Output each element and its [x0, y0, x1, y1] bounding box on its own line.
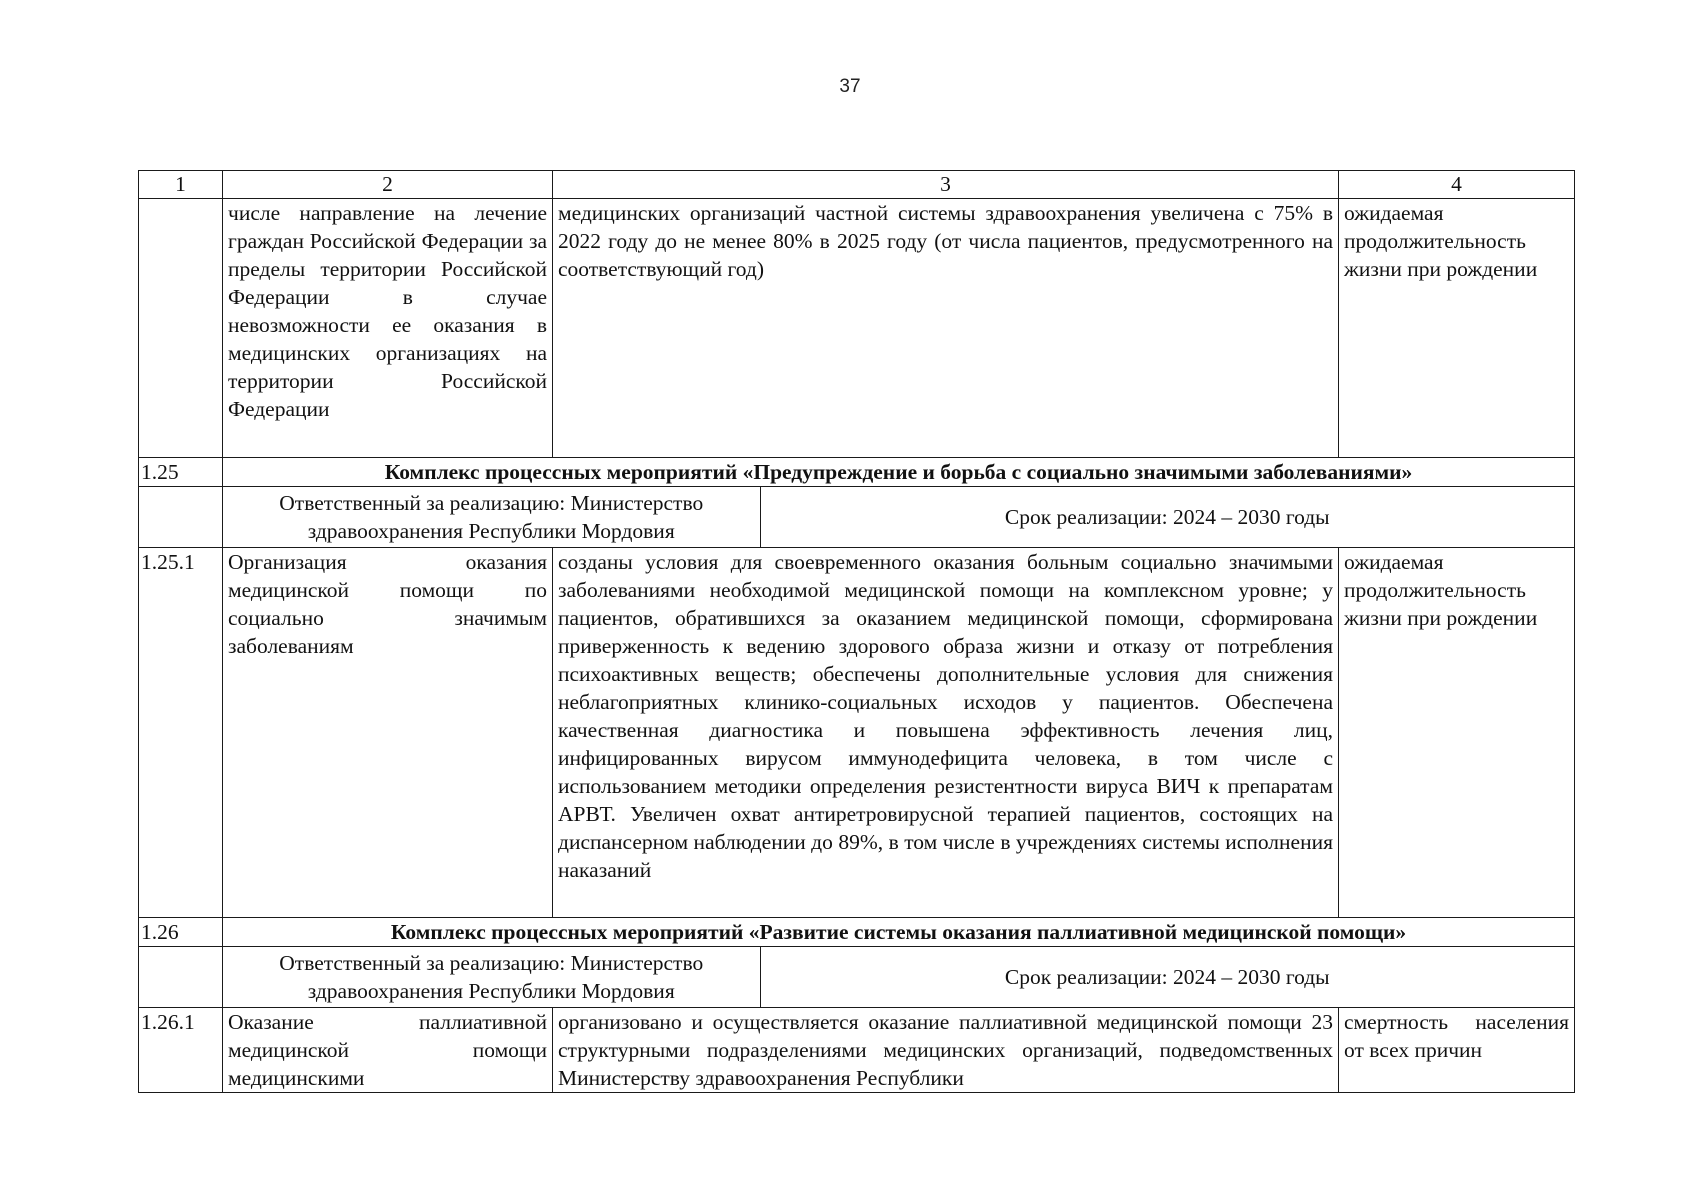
section-meta	[223, 947, 1574, 1007]
page-number: 37	[839, 76, 861, 97]
header-col-3: 3	[553, 171, 1339, 199]
measure-name: Организация оказания медицинской помощи по социально значимым заболеваниям	[223, 548, 553, 918]
header-col-2: 2	[223, 171, 553, 199]
measure-indicator: смертность населения от всех причин	[1339, 1008, 1575, 1093]
section-meta-row-1-25	[139, 487, 1575, 548]
measures-table	[138, 170, 1575, 1093]
header-col-1: 1	[139, 171, 223, 199]
table-row-continued	[139, 199, 1575, 458]
section-meta-row-1-26	[139, 947, 1575, 1008]
measure-result: медицинских организаций частной системы здравоохранения увеличена с 75% в 2022 году до не менее 80% в 2025 году (от числа пациентов, предусмотренного на соответствующий год)	[553, 199, 1339, 458]
row-number-empty	[139, 199, 223, 458]
section-title: Комплекс процессных мероприятий «Развитие системы оказания паллиативной медицинской помощи»	[223, 918, 1575, 947]
header-col-4: 4	[1339, 171, 1575, 199]
table-row-1-26-1	[139, 1008, 1575, 1093]
term-text: Срок реализации: 2024 – 2030 годы	[1004, 965, 1330, 989]
section-number: 1.25	[139, 458, 223, 487]
row-number: 1.25.1	[139, 548, 223, 918]
measure-name: Оказание паллиативной медицинской помощи медицинскими	[223, 1008, 553, 1093]
section-number: 1.26	[139, 918, 223, 947]
responsible-text: Ответственный за реализацию: Министерство здравоохранения Республики Мордовия	[223, 487, 760, 547]
section-meta	[223, 487, 1574, 547]
measure-indicator: ожидаемая продолжительность жизни при рождении	[1339, 548, 1575, 918]
row-number: 1.26.1	[139, 1008, 223, 1093]
table-header-row	[139, 171, 1575, 199]
measure-name: числе направление на лечение граждан Российской Федерации за пределы территории Российской Федерации в случае невозможности ее оказания в медицинских организациях на территории Российской Федерации	[223, 199, 553, 458]
row-number-empty	[139, 487, 223, 548]
measure-result: созданы условия для своевременного оказания больным социально значимыми заболеваниями необходимой медицинской помощи на комплексном уровне; у пациентов, обратившихся за оказанием медицинской помощи, сформирована приверженность к ведению здорового образа жизни и отказу от потребления психоактивных веществ; обеспечены дополнительные условия для снижения неблагоприятных клинико-социальных исходов у пациентов. Обеспечена качественная диагностика и повышена эффективность лечения лиц, инфицированных вирусом иммунодефицита человека, в том числе с использованием методики определения резистентности вируса ВИЧ к препаратам АРВТ. Увеличен охват антиретровирусной терапией пациентов, состоящих на диспансерном наблюдении до 89%, в том числе в учреждениях системы исполнения наказаний	[553, 548, 1339, 918]
measure-result: организовано и осуществляется оказание паллиативной медицинской помощи 23 структурными подразделениями медицинских организаций, подведомственных Министерству здравоохранения Республики	[553, 1008, 1339, 1093]
responsible-text: Ответственный за реализацию: Министерство здравоохранения Республики Мордовия	[223, 947, 760, 1007]
measure-indicator: ожидаемая продолжительность жизни при рождении	[1339, 199, 1575, 458]
term-text: Срок реализации: 2024 – 2030 годы	[1004, 505, 1330, 529]
section-row-1-25	[139, 458, 1575, 487]
section-title: Комплекс процессных мероприятий «Предупреждение и борьба с социально значимыми заболеваниями»	[223, 458, 1575, 487]
row-number-empty	[139, 947, 223, 1008]
section-row-1-26	[139, 918, 1575, 947]
table-row-1-25-1	[139, 548, 1575, 918]
